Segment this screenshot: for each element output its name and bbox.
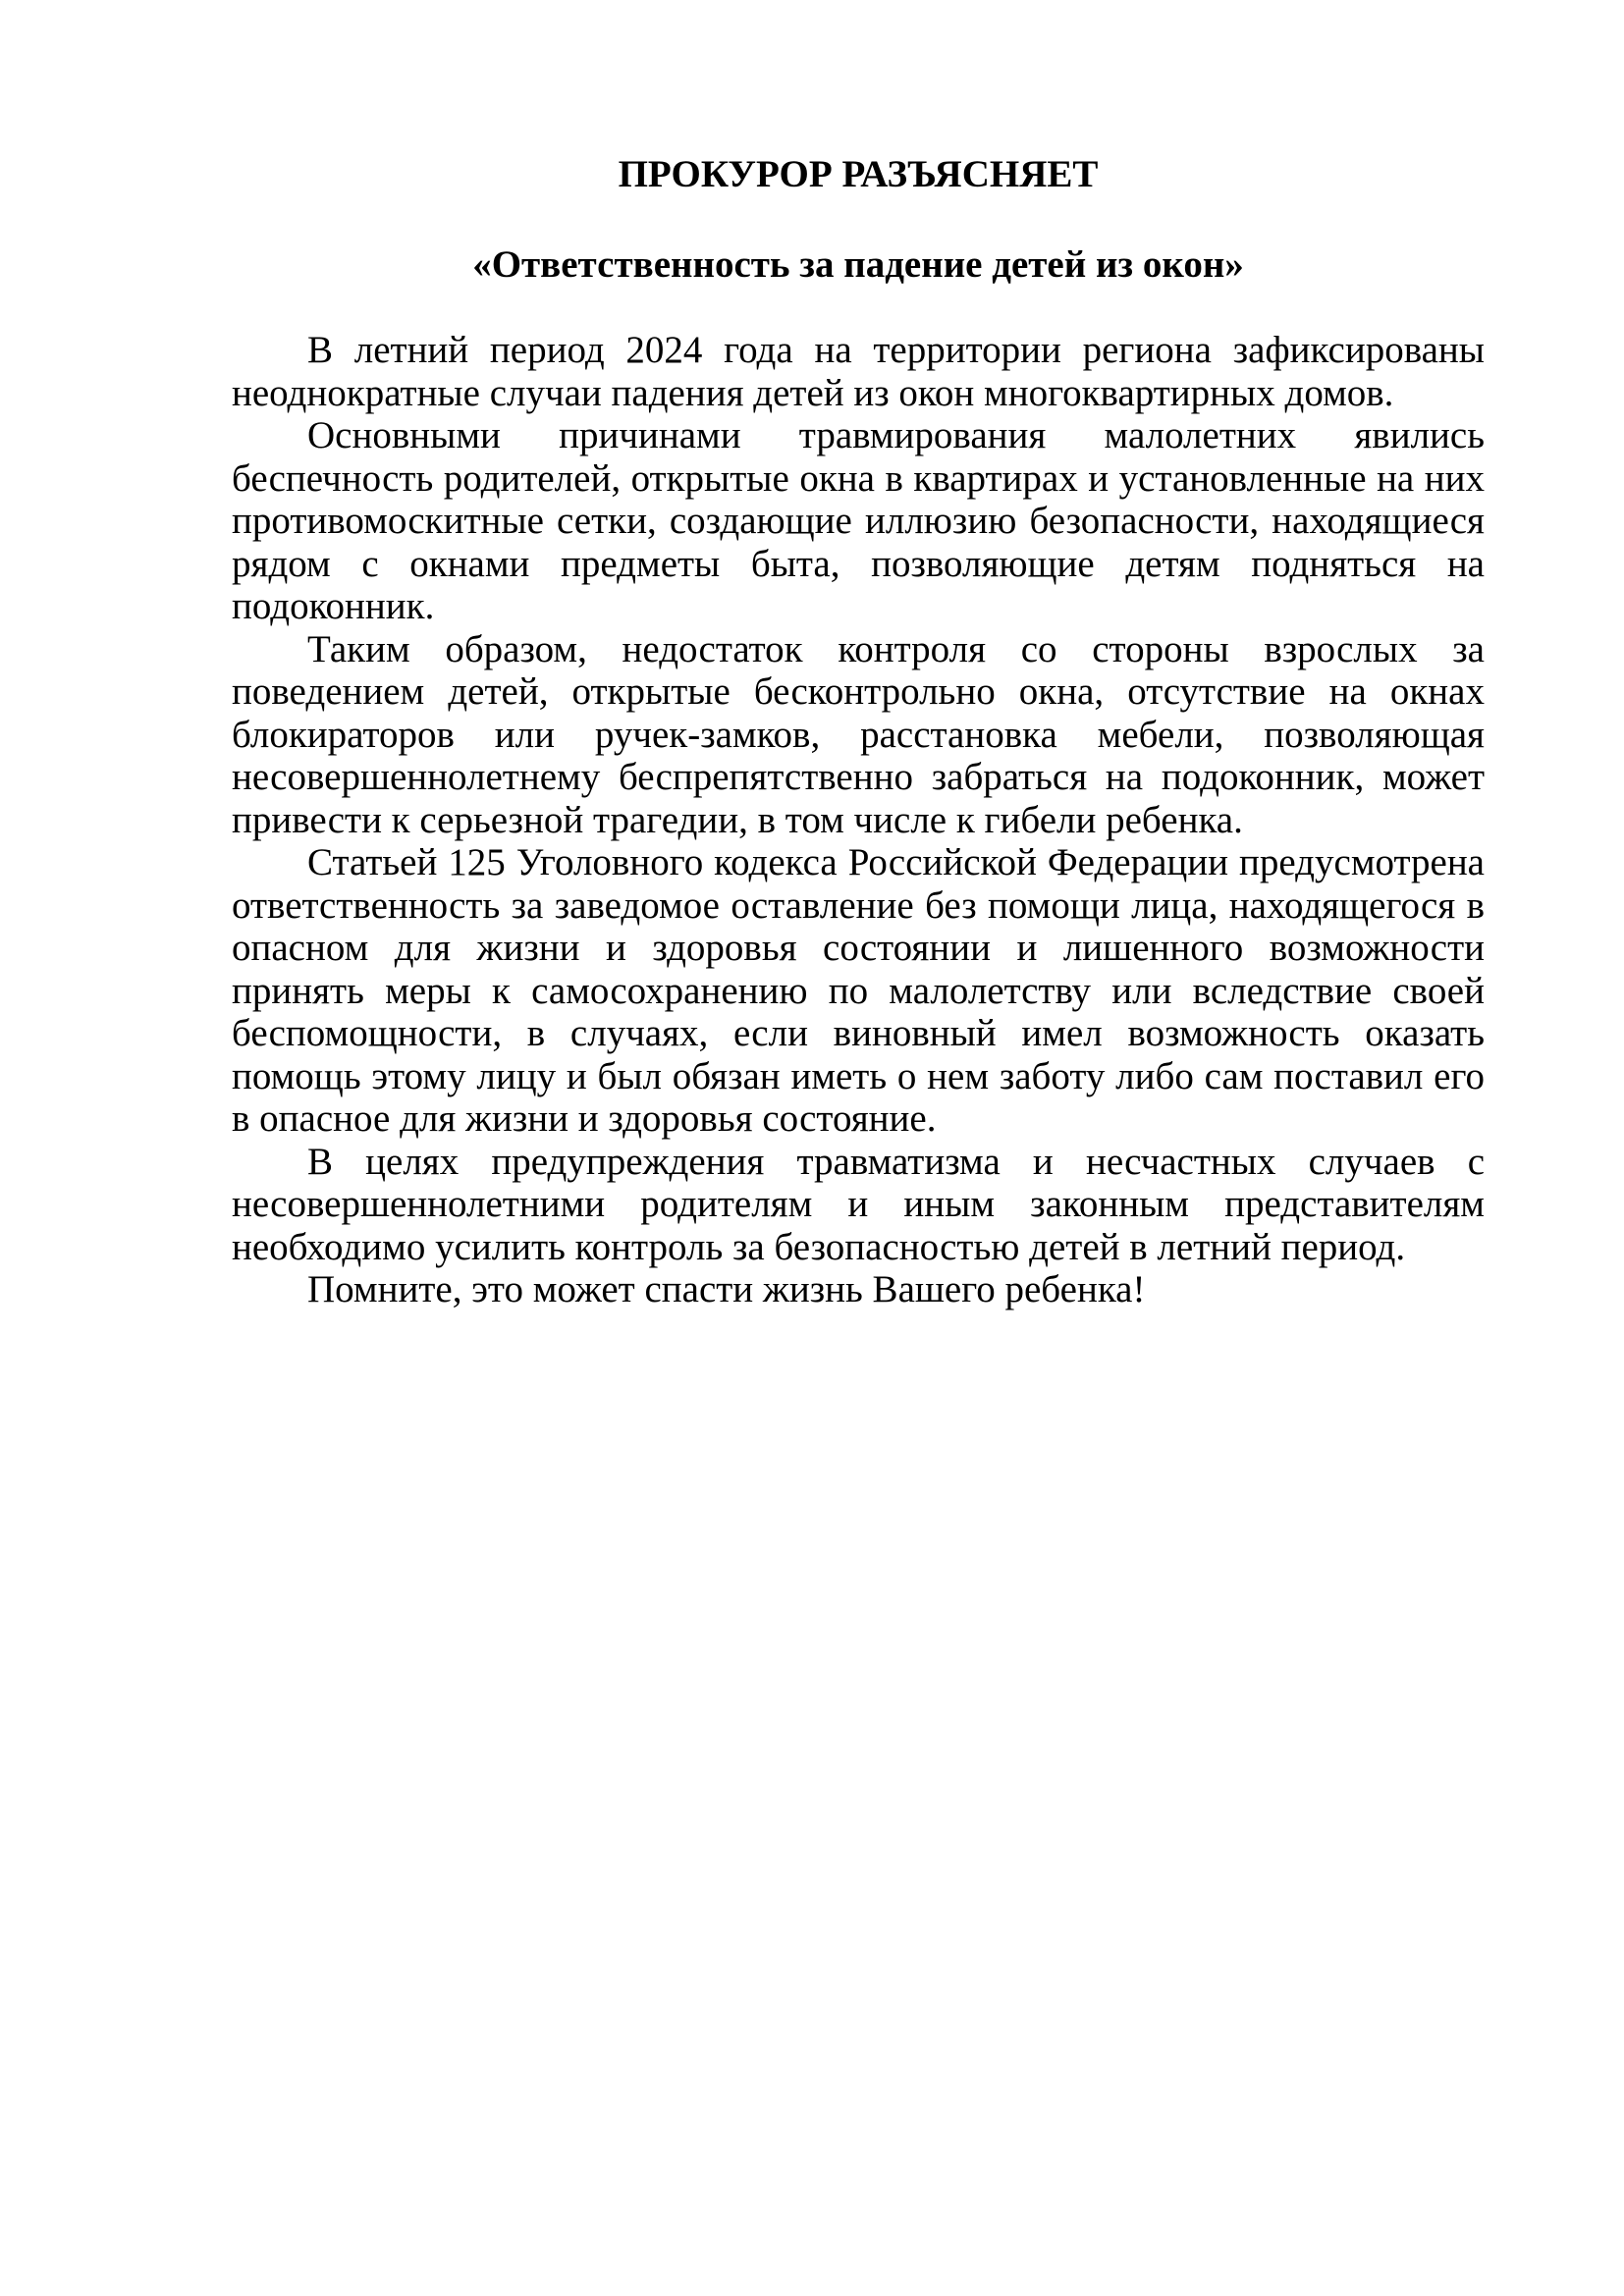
paragraph: Основными причинами травмирования малолетних явились беспечность родителей, открытые окна в квартирах и установленные на них противомоскитные сетки, создающие иллюзию безопасности, находящиеся рядом с окнами предметы быта, позволяющие детям подняться на подоконник.: [232, 414, 1485, 627]
document-body: [232, 329, 1485, 1311]
paragraph: Статьей 125 Уголовного кодекса Российской Федерации предусмотрена ответственность за заведомое оставление без помощи лица, находящегося в опасном для жизни и здоровья состоянии и лишенного возможности принять меры к самосохранению по малолетству или вследствие своей беспомощности, в случаях, если виновный имел возможность оказать помощь этому лицу и был обязан иметь о нем заботу либо сам поставил его в опасное для жизни и здоровья состояние.: [232, 841, 1485, 1140]
paragraph: В целях предупреждения травматизма и несчастных случаев с несовершеннолетними родителям и иным законным представителям необходимо усилить контроль за безопасностью детей в летний период.: [232, 1140, 1485, 1268]
paragraph: Таким образом, недостаток контроля со стороны взрослых за поведением детей, открытые бесконтрольно окна, отсутствие на окнах блокираторов или ручек-замков, расстановка мебели, позволяющая несовершеннолетнему беспрепятственно забраться на подоконник, может привести к серьезной трагедии, в том числе к гибели ребенка.: [232, 627, 1485, 841]
document-title: ПРОКУРОР РАЗЪЯСНЯЕТ: [618, 153, 1099, 195]
paragraph: Помните, это может спасти жизнь Вашего ребенка!: [307, 1268, 1146, 1310]
document-subtitle: «Ответственность за падение детей из окон»: [472, 242, 1244, 286]
paragraph: В летний период 2024 года на территории региона зафиксированы неоднократные случаи падения детей из окон многоквартирных домов.: [232, 329, 1485, 414]
